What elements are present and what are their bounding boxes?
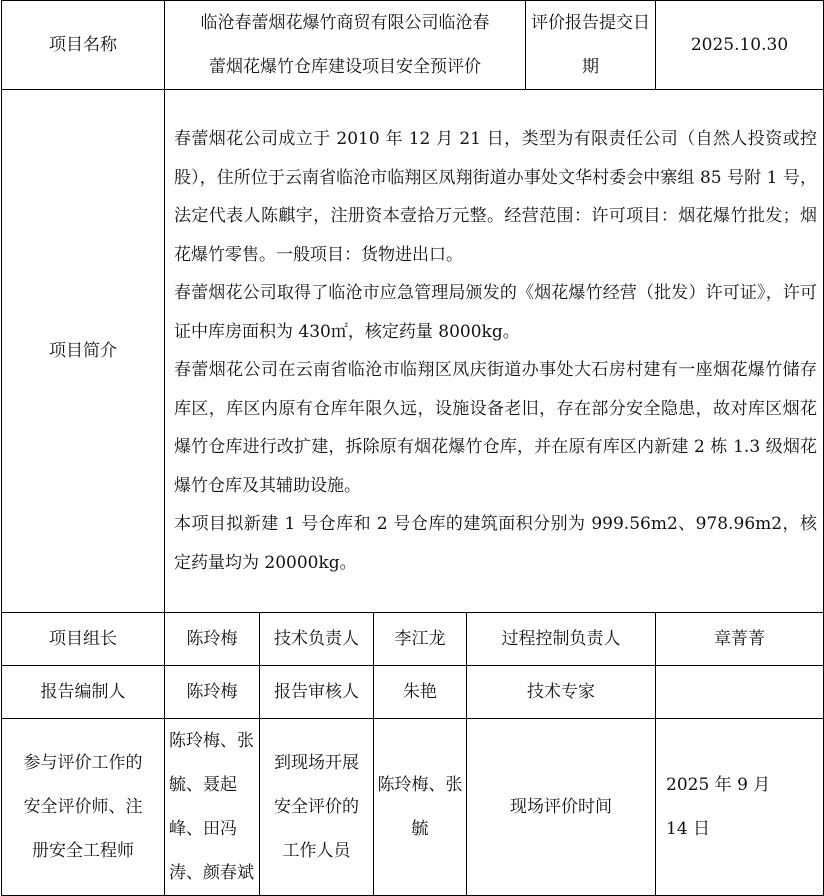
- assessors-line: 涛、颜春斌: [169, 863, 254, 883]
- process-control-value: 章菁菁: [656, 613, 824, 666]
- row-report-staff: [2, 666, 824, 719]
- project-intro-content: [165, 90, 824, 613]
- participants-label-line: 参与评价工作的: [23, 753, 143, 773]
- intro-paragraph-2: 春蕾烟花公司取得了临沧市应急管理局颁发的《烟花爆竹经营（批发）许可证》，许可证中库房面积为 430㎡，核定药量 8000kg。: [174, 283, 817, 342]
- site-staff-label: [260, 719, 374, 896]
- submit-date-value: 2025.10.30: [656, 1, 824, 90]
- tech-expert-value: [656, 666, 824, 719]
- assessors-value: [165, 719, 260, 896]
- project-leader-value: 陈玲梅: [165, 613, 260, 666]
- tech-lead-value: 李江龙: [374, 613, 467, 666]
- site-staff-line: 毓: [411, 819, 429, 839]
- site-staff-label-line: 工作人员: [282, 841, 351, 861]
- site-staff-line: 陈玲梅、张: [377, 775, 463, 795]
- intro-paragraph-3: 春蕾烟花公司在云南省临沧市临翔区凤庆街道办事处大石房村建有一座烟花爆竹储存库区，库区内原有仓库年限久远，设施设备老旧，存在部分安全隐患，故对库区烟花爆竹仓库进行改扩建，拆除原有烟花爆竹仓库，并在原有库区内新建 2 栋 1.3 级烟花爆竹仓库及其辅助设施。: [174, 360, 817, 496]
- report-info-table: [1, 0, 824, 896]
- row-project-intro: [2, 90, 824, 613]
- submit-date-label: [526, 1, 656, 90]
- row-project-team: [2, 613, 824, 666]
- row-participants: [2, 719, 824, 896]
- project-name-line-1: 临沧春蕾烟花爆竹商贸有限公司临沧春: [200, 13, 490, 33]
- assessors-line: 毓、聂起: [169, 775, 237, 795]
- participants-label: [2, 719, 165, 896]
- report-reviewer-label: 报告审核人: [260, 666, 374, 719]
- intro-paragraph-4: 本项目拟新建 1 号仓库和 2 号仓库的建筑面积分别为 999.56m2、978.96m2，核定药量均为 20000kg。: [174, 514, 817, 573]
- site-staff-label-line: 到现场开展: [274, 753, 359, 773]
- report-editor-value: 陈玲梅: [165, 666, 260, 719]
- site-eval-time-line: 2025 年 9 月: [666, 775, 771, 795]
- tech-lead-label: 技术负责人: [260, 613, 374, 666]
- project-intro-label: 项目简介: [2, 90, 165, 613]
- submit-date-label-line-2: 期: [582, 57, 599, 77]
- row-project-name: [2, 1, 824, 90]
- intro-paragraph-1: 春蕾烟花公司成立于 2010 年 12 月 21 日，类型为有限责任公司（自然人投资或控股），住所位于云南省临沧市临翔区凤翔街道办事处文华村委会中寨组 85 号附 1 号，法定代表人陈麒宇，注册资本壹拾万元整。经营范围：许可项目：烟花爆竹批发；烟花爆竹零售。一般项目：货物进出口。: [174, 129, 817, 265]
- site-eval-time-value: [656, 719, 824, 896]
- report-editor-label: 报告编制人: [2, 666, 165, 719]
- process-control-label: 过程控制负责人: [467, 613, 656, 666]
- project-name-value: [165, 1, 526, 90]
- site-staff-value: [374, 719, 467, 896]
- site-staff-label-line: 安全评价的: [274, 797, 359, 817]
- site-eval-time-label: 现场评价时间: [467, 719, 656, 896]
- assessors-line: 峰、田冯: [169, 819, 237, 839]
- project-name-line-2: 蕾烟花爆竹仓库建设项目安全预评价: [209, 57, 481, 77]
- tech-expert-label: 技术专家: [467, 666, 656, 719]
- site-eval-time-line: 14 日: [666, 819, 711, 839]
- project-name-label: 项目名称: [2, 1, 165, 90]
- project-leader-label: 项目组长: [2, 613, 165, 666]
- submit-date-label-line-1: 评价报告提交日: [531, 13, 650, 33]
- participants-label-line: 安全评价师、注: [23, 797, 143, 817]
- assessors-line: 陈玲梅、张: [169, 731, 254, 751]
- participants-label-line: 册安全工程师: [32, 841, 134, 861]
- report-reviewer-value: 朱艳: [374, 666, 467, 719]
